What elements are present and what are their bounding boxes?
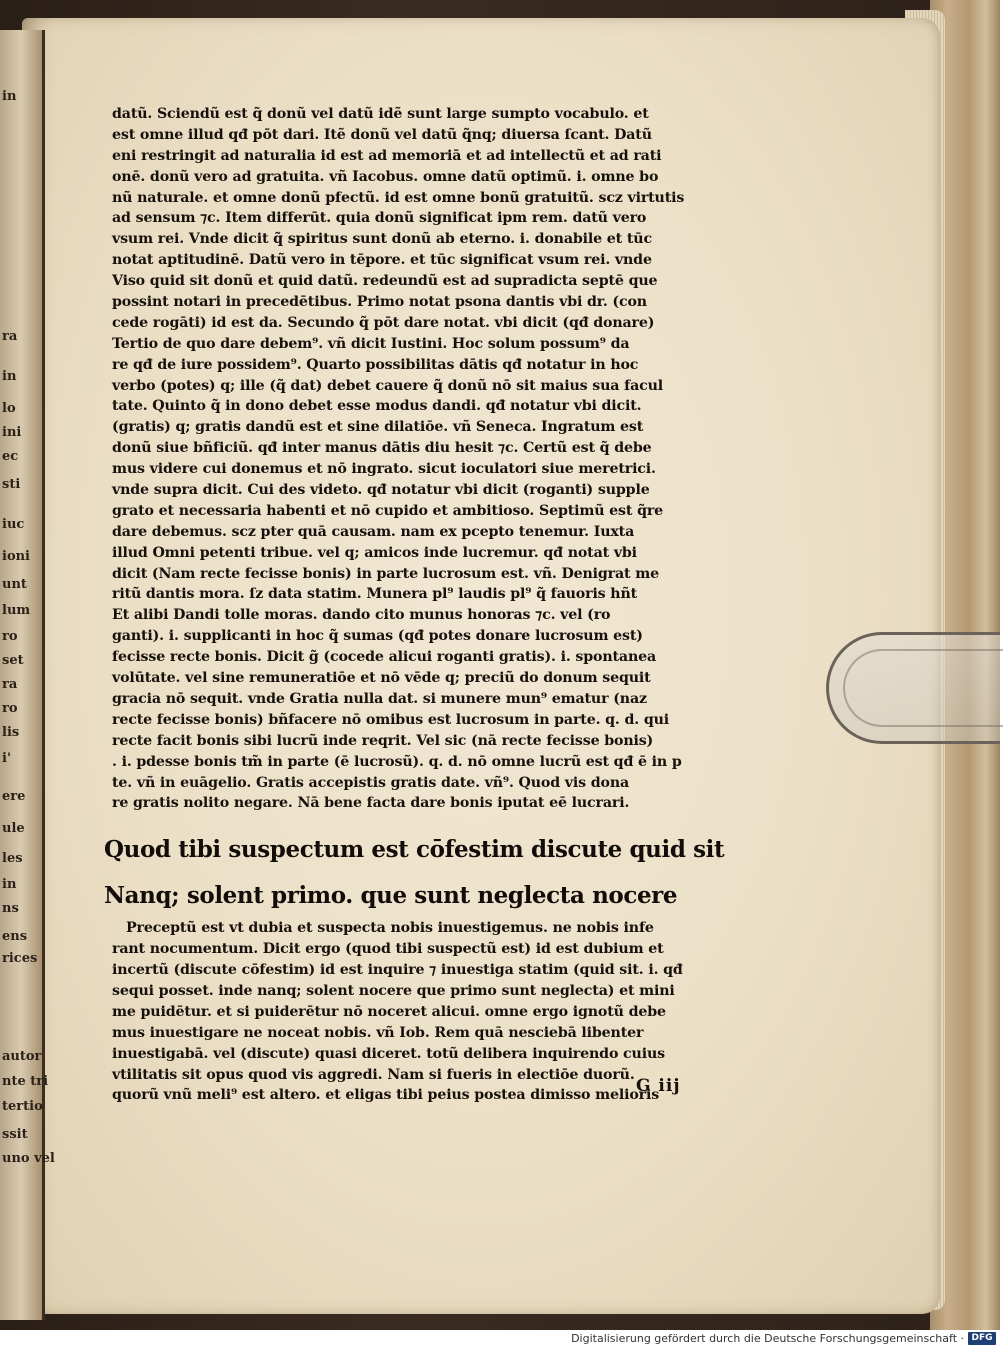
commentary-line: vtilitatis sit opus quod vis aggredi. Nam si fueris in electiōe duorũ.	[112, 1066, 635, 1083]
left-margin-fragment: unt	[2, 577, 27, 592]
commentary-line: rant nocumentum. Dicit ergo (quod tibi suspectũ est) id est dubium et	[112, 941, 664, 958]
text-line: illud Omni petenti tribue. vel q; amicos inde lucremur. qđ notat vbi	[112, 544, 637, 561]
signature-mark: G iij	[636, 1076, 681, 1096]
left-margin-fragment: lum	[2, 603, 31, 618]
footer-bar	[0, 1330, 1000, 1348]
plastic-page-clip	[826, 632, 1000, 744]
text-line: fecisse recte bonis. Dicit g̃ (cocede alicui roganti gratis). i. spontanea	[112, 649, 657, 666]
left-margin-fragment: i'	[2, 751, 11, 766]
commentary-line: me puidētur. et si puiderētur nō noceret alicui. omne ergo ignotũ debe	[112, 1003, 666, 1020]
left-margin-fragment: uno vel	[2, 1151, 55, 1166]
text-line: Tertio de quo dare debem⁹. vñ dicit Iustini. Hoc solum possum⁹ da	[112, 335, 630, 352]
text-line: mus videre cui donemus et nō ingrato. sicut ioculatori siue meretrici.	[112, 461, 656, 478]
commentary-line: quorũ vnũ meli⁹ est altero. et eligas tibi peius postea dimisso melioris	[112, 1087, 660, 1104]
text-line: datũ. Sciendũ est q̃ donũ vel datũ idẽ sunt large sumpto vocabulo. et	[112, 106, 649, 122]
text-line: re gratis nolito negare. Nā bene facta dare bonis iputat eē lucrari.	[112, 795, 630, 812]
commentary-line: incertũ (discute cōfestim) id est inquire ⁊ inuestiga statim (quid sit. i. qđ	[112, 962, 683, 979]
text-line: donũ siue bñficiũ. qđ inter manus dātis diu hesit ⁊c. Certũ est q̃ debe	[112, 440, 652, 457]
text-line: Et alibi Dandi tolle moras. dando cito munus honoras ⁊c. vel (ro	[112, 607, 611, 624]
text-line: possint notari in precedētibus. Primo notat psona dantis vbi dr. (con	[112, 294, 647, 311]
text-line: ad sensum ⁊c. Item differūt. quia donũ significat ipm rem. datũ vero	[112, 210, 647, 227]
dfg-logo: DFG	[968, 1332, 996, 1345]
text-line: grato et necessaria habenti et nō cupido et ambitioso. Septimũ est q̃re	[112, 502, 664, 519]
left-margin-fragment: iuc	[2, 517, 25, 532]
left-margin-fragment: ro	[2, 701, 18, 716]
left-margin-fragment: rices	[2, 951, 38, 966]
text-line: Viso quid sit donũ et quid datũ. redeundũ est ad supradicta septē que	[112, 273, 658, 290]
left-margin-fragment: ssit	[2, 1127, 28, 1142]
text-line: onē. donũ vero ad gratuita. vñ Iacobus. omne datũ optimũ. i. omne bo	[112, 168, 659, 185]
text-line: eni restringit ad naturalia id est ad memoriā et ad intellectũ et ad rati	[112, 147, 662, 164]
text-line: . i. pdesse bonis tm̃ in parte (ē lucrosũ). q. d. nō omne lucrũ est qđ ē in p	[112, 753, 682, 770]
text-line: tate. Quinto q̃ in dono debet esse modus dandi. qđ notatur vbi dicit.	[112, 398, 642, 415]
left-margin-fragment: ule	[2, 821, 25, 836]
verse-heading-2: Nanq; solent primo. que sunt neglecta nocere	[104, 882, 678, 910]
text-line: gracia nō sequit. vnde Gratia nulla dat. si munere mun⁹ ematur (naz	[112, 690, 647, 707]
text-line: est omne illud qđ pōt dari. Itẽ donũ vel datũ q̃nq; diuersa ſcant. Datũ	[112, 126, 652, 143]
text-line: recte fecisse bonis) bñfacere nō omibus est lucrosum in parte. q. d. qui	[112, 711, 670, 728]
left-margin-fragment: ere	[2, 789, 26, 804]
text-line: vsum rei. Vnde dicit q̃ spiritus sunt donũ ab eterno. i. donabile et tūc	[112, 231, 652, 248]
text-line: vnde supra dicit. Cui des videto. qđ notatur vbi dicit (roganti) supple	[112, 482, 650, 499]
left-margin-fragment: lis	[2, 725, 20, 740]
text-line: recte facit bonis sibi lucrũ inde reqrit. Vel sic (nā recte fecisse bonis)	[112, 732, 654, 749]
left-margin-fragment: in	[2, 89, 17, 104]
left-page-edge	[0, 30, 55, 1320]
left-margin-fragment: ioni	[2, 549, 30, 564]
left-margin-fragment: in	[2, 369, 17, 384]
text-line: volūtate. vel sine remuneratiōe et nō vēde q; preciũ do donum sequit	[112, 670, 651, 687]
main-text-block	[104, 104, 748, 1106]
left-margin-fragment: sti	[2, 477, 21, 492]
left-margin-fragment: autor	[2, 1049, 42, 1064]
commentary-line: sequi posset. inde nanq; solent nocere que primo sunt neglecta) et mini	[112, 982, 675, 999]
text-line: dare debemus. scz pter quā causam. nam ex pcepto tenemur. Iuxta	[112, 523, 635, 540]
left-margin-fragment: ro	[2, 629, 18, 644]
text-line: dicit (Nam recte fecisse bonis) in parte lucrosum est. vñ. Denigrat me	[112, 565, 659, 582]
left-margin-fragment: ra	[2, 677, 18, 692]
commentary-line: inuestigabā. vel (discute) quasi diceret. totũ delibera inquirendo cuius	[112, 1045, 665, 1062]
main-text	[112, 104, 748, 814]
verse-heading-1: Quod tibi suspectum est cōfestim discute quid sit	[104, 836, 725, 864]
text-line: nũ naturale. et omne donũ pfectũ. id est omne bonũ gratuitũ. scz virtutis	[112, 189, 685, 206]
left-margin-fragment: set	[2, 653, 24, 668]
text-line: ganti). i. supplicanti in hoc q̃ sumas (qđ potes donare lucrosum est)	[112, 628, 643, 645]
left-margin-fragment: ns	[2, 901, 19, 916]
digitization-credit: Digitalisierung gefördert durch die Deutsche Forschungsgemeinschaft ·	[571, 1332, 964, 1345]
text-line: notat aptitudinē. Datũ vero in tēpore. et tūc significat vsum rei. vnde	[112, 252, 652, 269]
text-line: (gratis) q; gratis dandũ est et sine dilatiōe. vñ Seneca. Ingratum est	[112, 419, 644, 436]
left-margin-fragment: ini	[2, 425, 22, 440]
clip-inner-edge	[843, 649, 1003, 727]
text-line: ritũ dantis mora. ſz data statim. Munera pl⁹ laudis pl⁹ q̃ fauoris hñt	[112, 586, 638, 603]
commentary-line: mus inuestigare ne noceat nobis. vñ Iob. Rem quā nesciebā libenter	[112, 1024, 644, 1041]
left-margin-fragment: tertio	[2, 1099, 43, 1114]
text-line: te. vñ in euāgelio. Gratis accepistis gratis date. vñ⁹. Quod vis dona	[112, 774, 630, 791]
left-margin-fragment: in	[2, 877, 17, 892]
text-line: verbo (potes) q; ille (q̃ dat) debet cauere q̃ donũ nō sit maius sua facul	[112, 377, 664, 394]
left-margin-fragment: ra	[2, 329, 18, 344]
left-margin-fragment: ec	[2, 449, 19, 464]
left-margin-fragment: nte tri	[2, 1074, 49, 1089]
left-margin-fragment: ens	[2, 929, 28, 944]
text-line: cede rogāti) id est da. Secundo q̃ pōt dare notat. vbi dicit (qđ donare)	[112, 314, 655, 331]
left-margin-fragment: lo	[2, 401, 16, 416]
commentary-line: Preceptũ est vt dubia et suspecta nobis inuestigemus. ne nobis infe	[126, 920, 654, 937]
text-line: re qđ de iure possidem⁹. Quarto possibilitas dātis qđ notatur in hoc	[112, 356, 639, 373]
left-margin-fragment: les	[2, 851, 23, 866]
